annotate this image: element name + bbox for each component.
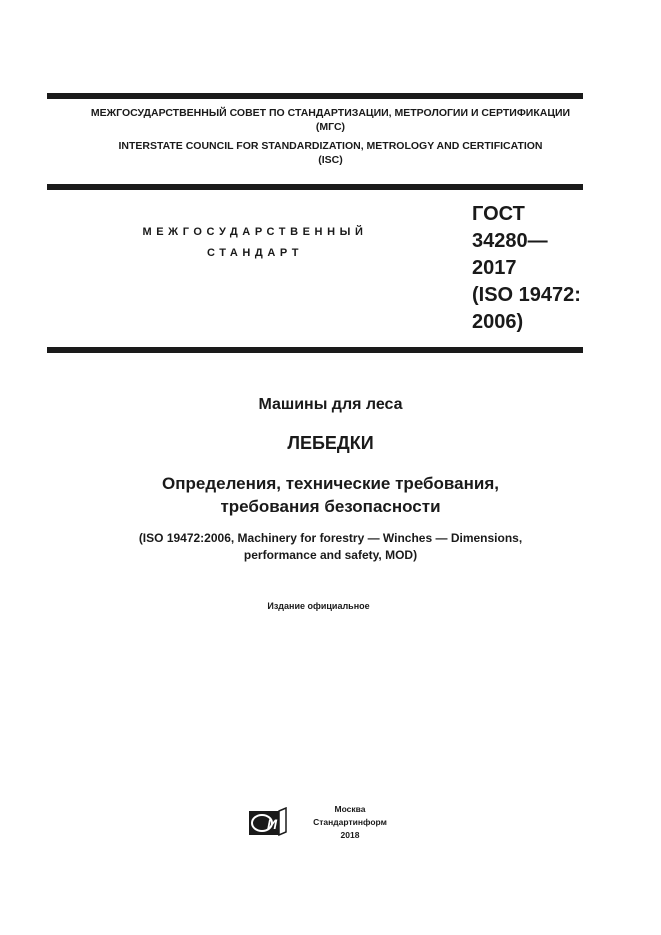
council-en: INTERSTATE COUNCIL FOR STANDARDIZATION, METROLOGY AND CERTIFICATION — [118, 140, 543, 152]
publisher-city: Москва — [334, 804, 366, 814]
edition-label: Издание официальное — [267, 601, 370, 611]
designation-line: ГОСТ — [472, 203, 525, 225]
publisher-year: 2018 — [340, 830, 360, 840]
designation-line: 2006) — [472, 311, 524, 333]
title-main: Машины для леса — [258, 396, 403, 413]
top-rule — [47, 93, 583, 99]
designation — [472, 201, 581, 336]
standartinform-logo-icon — [248, 807, 288, 837]
designation-line: 2017 — [472, 257, 517, 279]
publisher — [300, 803, 400, 842]
svg-text:И: И — [267, 816, 278, 832]
council-en-abbr: (ISC) — [318, 154, 343, 166]
designation-line: (ISO 19472: — [472, 284, 581, 306]
standard-type-line-1: МЕЖГОСУДАРСТВЕННЫЙ — [142, 226, 368, 238]
council-ru: МЕЖГОСУДАРСТВЕННЫЙ СОВЕТ ПО СТАНДАРТИЗАЦИИ, МЕТРОЛОГИИ И СЕРТИФИКАЦИИ — [90, 107, 571, 119]
publisher-name: Стандартинформ — [313, 817, 387, 827]
title-desc-2: требования безопасности — [220, 497, 441, 516]
iso-ref-2: performance and safety, MOD) — [243, 548, 418, 562]
council-ru-abbr: (МГС) — [315, 121, 346, 133]
standard-type-line-2: СТАНДАРТ — [206, 247, 304, 259]
iso-ref-1: (ISO 19472:2006, Machinery for forestry — Winches — Dimensions, — [138, 531, 523, 545]
bottom-rule — [47, 347, 583, 353]
designation-line: 34280— — [472, 230, 548, 252]
middle-rule — [47, 184, 583, 190]
title-sub: ЛЕБЕДКИ — [287, 433, 374, 453]
title-desc-1: Определения, технические требования, — [162, 474, 499, 493]
